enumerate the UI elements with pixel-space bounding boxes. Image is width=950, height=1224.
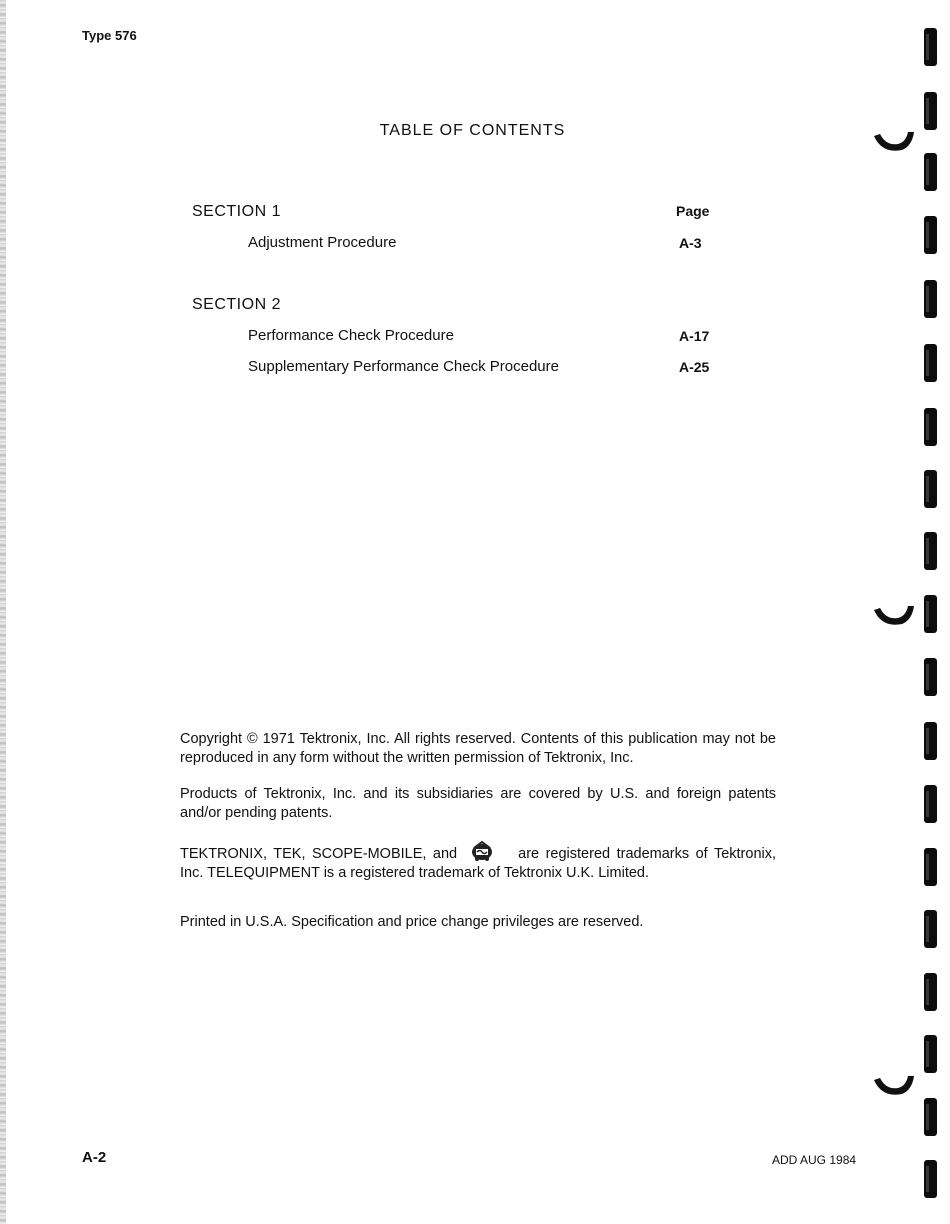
page-edge-scan: [0, 0, 6, 1224]
section-1-heading: SECTION 1: [192, 203, 281, 220]
trademark-text-end: are registered trademarks of Tektronix, Inc. TELEQUIPMENT is a registered trademark of Tektronix U.K. Limited.: [180, 846, 777, 881]
toc-title: TABLE OF CONTENTS: [379, 122, 566, 139]
binder-hole-icon: [924, 408, 937, 446]
copyright-notice: Copyright © 1971 Tektronix, Inc. All rights reserved. Contents of this publication may not be reproduced in any form without the written permission of Tektronix, Inc.: [180, 731, 776, 766]
binder-ring-icon: [872, 1072, 918, 1102]
tektronix-logo-icon: [470, 840, 494, 862]
patent-notice: Products of Tektronix, Inc. and its subsidiaries are covered by U.S. and foreign patents and/or pending patents.: [180, 786, 776, 821]
toc-entry-adjustment-procedure: Adjustment Procedure: [248, 234, 397, 251]
binder-hole-icon: [924, 532, 937, 570]
binder-hole-icon: [924, 28, 937, 66]
toc-entry-page: A-17: [679, 328, 710, 344]
toc-entry-page: A-3: [679, 235, 702, 251]
binder-hole-icon: [924, 1098, 937, 1136]
binder-hole-icon: [924, 1035, 937, 1073]
revision-date: ADD AUG 1984: [772, 1153, 857, 1167]
binder-hole-icon: [924, 344, 937, 382]
printed-notice: Printed in U.S.A. Specification and price change privileges are reserved.: [180, 914, 644, 930]
trademark-notice: [180, 840, 776, 882]
binder-hole-icon: [924, 216, 937, 254]
binder-hole-icon: [924, 153, 937, 191]
model-header: Type 576: [82, 28, 137, 43]
binder-hole-icon: [924, 280, 937, 318]
page-number: A-2: [82, 1149, 107, 1166]
binder-hole-icon: [924, 973, 937, 1011]
trademark-text-start: TEKTRONIX, TEK, SCOPE-MOBILE, and: [180, 846, 458, 862]
binder-hole-icon: [924, 92, 937, 130]
binder-hole-icon: [924, 595, 937, 633]
binder-hole-icon: [924, 910, 937, 948]
binder-hole-icon: [924, 722, 937, 760]
toc-entry-supplementary-check: Supplementary Performance Check Procedure: [248, 358, 559, 375]
section-2-heading: SECTION 2: [192, 296, 281, 313]
binder-hole-icon: [924, 658, 937, 696]
binder-hole-icon: [924, 785, 937, 823]
binder-hole-icon: [924, 848, 937, 886]
toc-entry-page: A-25: [679, 359, 710, 375]
binder-hole-icon: [924, 1160, 937, 1198]
binder-ring-icon: [872, 602, 918, 632]
toc-entry-performance-check: Performance Check Procedure: [248, 327, 454, 344]
binder-hole-icon: [924, 470, 937, 508]
page-column-label: Page: [676, 203, 710, 219]
binder-ring-icon: [872, 128, 918, 158]
